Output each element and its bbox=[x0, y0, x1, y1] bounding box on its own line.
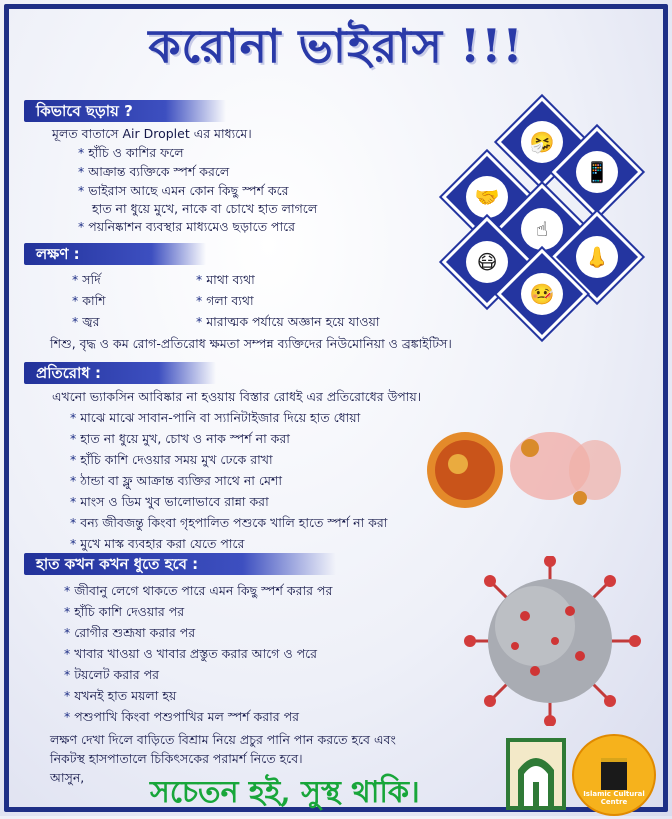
prevention-item: * মাঝে মাঝে সাবান-পানি বা স্যানিটাইজার দিয়ে হাত ধোয়া bbox=[70, 410, 360, 430]
handwash-item: * জীবানু লেগে থাকতে পারে এমন কিছু স্পর্শ করার পর bbox=[64, 583, 332, 603]
handwash-item: * হাঁচি কাশি দেওয়ার পর bbox=[64, 604, 184, 624]
symptom-item: * মাথা ব্যথা bbox=[196, 272, 255, 292]
symptom-note: শিশু, বৃদ্ধ ও কম রোগ-প্রতিরোধ ক্ষমতা সম্পন্ন ব্যক্তিদের নিউমোনিয়া ও ব্রঙ্কাইটিস। bbox=[50, 336, 452, 351]
symptom-item: * সর্দি bbox=[72, 272, 101, 292]
spread-intro: মূলত বাতাসে Air Droplet এর মাধ্যমে। bbox=[52, 126, 252, 141]
prevention-item: * হাঁচি কাশি দেওয়ার সময় মুখ ঢেকে রাখা bbox=[70, 452, 273, 472]
section-header-symptoms: লক্ষণ : bbox=[24, 243, 206, 265]
phone-germ-icon: 📱 bbox=[576, 151, 618, 193]
sick-face-icon: 🤒 bbox=[521, 273, 563, 315]
handwash-item: * খাবার খাওয়া ও খাবার প্রস্তুত করার আগে ও পরে bbox=[64, 646, 317, 666]
advice-line: নিকটস্থ হাসপাতালে চিকিৎসকের পরামর্শ নিতে হবে। bbox=[50, 751, 303, 766]
greeting: আসুন, bbox=[50, 770, 85, 785]
prevention-item: * মুখে মাস্ক ব্যবহার করা যেতে পারে bbox=[70, 536, 244, 556]
page-title: করোনা ভাইরাস !!! bbox=[148, 19, 524, 73]
islamic-cultural-centre-logo bbox=[572, 734, 656, 816]
handshake-icon: 🤝 bbox=[466, 176, 508, 218]
touch-germ-icon: ☝ bbox=[521, 208, 563, 250]
symptom-item: * গলা ব্যথা bbox=[196, 293, 254, 313]
handwash-item: * পশুপাখি কিংবা পশুপাখির মল স্পর্শ করার পর bbox=[64, 709, 299, 729]
prevention-item: * বন্য জীবজন্তু কিংবা গৃহপালিত পশুকে খালি হাতে স্পর্শ না করা bbox=[70, 515, 387, 535]
symptom-item: * কাশি bbox=[72, 293, 106, 313]
virus-lungs-illustration bbox=[420, 418, 630, 518]
coronavirus-illustration bbox=[455, 556, 645, 726]
advice-line: লক্ষণ দেখা দিলে বাড়িতে বিশ্রাম নিয়ে প্রচুর পানি পান করতে হবে এবং bbox=[50, 732, 396, 747]
spread-item: * হাঁচি ও কাশির ফলে bbox=[78, 145, 184, 165]
closing-slogan: সচেতন হই, সুস্থ থাকি। bbox=[150, 775, 420, 810]
handwash-item: * রোগীর শুশ্রূষা করার পর bbox=[64, 625, 195, 645]
prevention-intro: এখনো ভ্যাকসিন আবিষ্কার না হওয়ায় বিস্তার রোধই এর প্রতিরোধের উপায়। bbox=[52, 389, 422, 404]
handwash-item: * টয়লেট করার পর bbox=[64, 667, 159, 687]
mosque-logo bbox=[504, 736, 568, 812]
spread-item-continued: হাত না ধুয়ে মুখে, নাকে বা চোখে হাত লাগলে bbox=[92, 201, 318, 216]
cough-icon: 😷 bbox=[466, 241, 508, 283]
spread-item: * পয়নিষ্কাশন ব্যবস্থার মাধ্যমেও ছড়াতে পারে bbox=[78, 219, 295, 239]
sneeze-icon: 🤧 bbox=[521, 121, 563, 163]
section-header-spread: কিভাবে ছড়ায় ? bbox=[24, 100, 226, 122]
nose-icon: 👃 bbox=[576, 236, 618, 278]
prevention-item: * মাংস ও ডিম খুব ভালোভাবে রান্না করা bbox=[70, 494, 269, 514]
prevention-item: * ঠান্ডা বা ফ্লু আক্রান্ত ব্যক্তির সাথে না মেশা bbox=[70, 473, 282, 493]
logo-caption: Islamic Cultural Centre bbox=[583, 790, 645, 806]
spread-item: * ভাইরাস আছে এমন কোন কিছু স্পর্শ করে bbox=[78, 183, 289, 203]
prevention-item: * হাত না ধুয়ে মুখ, চোখ ও নাক স্পর্শ না করা bbox=[70, 431, 290, 451]
symptom-item: * মারাত্মক পর্যায়ে অজ্ঞান হয়ে যাওয়া bbox=[196, 314, 380, 334]
symptom-item: * জ্বর bbox=[72, 314, 99, 334]
kaaba-icon bbox=[601, 758, 627, 790]
section-header-handwash: হাত কখন কখন ধুতে হবে : bbox=[24, 553, 336, 575]
section-header-prevention: প্রতিরোধ : bbox=[24, 362, 216, 384]
handwash-item: * যখনই হাত ময়লা হয় bbox=[64, 688, 176, 708]
spread-item: * আক্রান্ত ব্যক্তিকে স্পর্শ করলে bbox=[78, 164, 229, 184]
